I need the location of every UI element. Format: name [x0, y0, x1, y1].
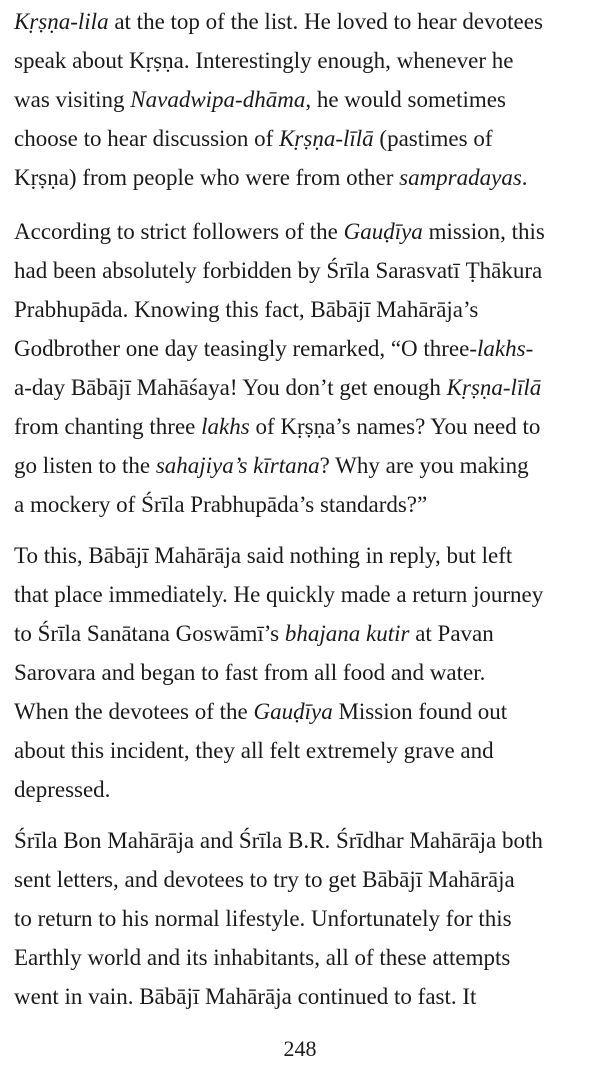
italic-term: sahajiya’s kīrtana: [155, 453, 320, 478]
page-number: 248: [283, 1036, 317, 1061]
text-line: [14, 127, 492, 150]
text-line: [14, 220, 545, 243]
text-run: Mission found out: [332, 699, 508, 724]
italic-term: lakhs-: [477, 336, 534, 361]
text-line: [14, 583, 543, 606]
italic-term: Kṛṣṇa-līlā: [446, 375, 542, 400]
text-run: at Pavan: [409, 621, 494, 646]
text-line: [14, 415, 540, 438]
text-run: According to strict followers of the: [14, 219, 344, 244]
text-run: ? Why are you making: [319, 453, 529, 478]
text-line: [14, 946, 510, 969]
text-run: speak about Kṛṣṇa. Interestingly enough, whenever he: [14, 48, 514, 73]
text-run: Sarovara and began to fast from all food and water.: [14, 660, 486, 685]
italic-term: bhajana kutir: [284, 621, 410, 646]
text-run: Kṛṣṇa) from people who were from other: [14, 165, 400, 190]
text-line: [14, 778, 110, 801]
italic-term: Navadwipa-dhāma: [130, 87, 306, 112]
text-run: about this incident, they all felt extremely grave and: [14, 738, 494, 763]
italic-term: sampradayas: [399, 165, 522, 190]
text-run: choose to hear discussion of: [14, 126, 280, 151]
text-run: mission, this: [422, 219, 545, 244]
text-run: from chanting three: [14, 414, 202, 439]
text-line: [14, 337, 533, 360]
text-run: had been absolutely forbidden by Śrīla Sarasvatī Ṭhākura: [14, 258, 543, 283]
text-run: Godbrother one day teasingly remarked, “O three-: [14, 336, 478, 361]
text-line: [14, 376, 541, 399]
text-run: to return to his normal lifestyle. Unfortunately for this: [14, 906, 512, 931]
text-run: that place immediately. He quickly made a return journey: [14, 582, 544, 607]
text-line: [14, 49, 513, 72]
text-line: [14, 298, 478, 321]
text-run: a mockery of Śrīla Prabhupāda’s standards?”: [14, 492, 428, 517]
text-line: [14, 739, 494, 762]
italic-term: Kṛṣṇa-līlā: [279, 126, 374, 151]
text-line: [14, 700, 507, 723]
text-line: [14, 622, 494, 645]
text-run: sent letters, and devotees to try to get Bābājī Mahārāja: [14, 867, 515, 892]
text-run: .: [521, 165, 528, 190]
text-run: to Śrīla Sanātana Goswāmī’s: [14, 621, 285, 646]
text-line: [14, 166, 528, 189]
text-run: Prabhupāda. Knowing this fact, Bābājī Mahārāja’s: [14, 297, 479, 322]
text-run: a-day Bābājī Mahāśaya! You don’t get enough: [14, 375, 447, 400]
text-line: [14, 985, 476, 1008]
text-run: of Kṛṣṇa’s names? You need to: [249, 414, 541, 439]
text-line: [14, 907, 512, 930]
text-line: [14, 868, 515, 891]
text-run: When the devotees of the: [14, 699, 254, 724]
italic-term: Gauḍīya: [343, 219, 423, 244]
text-run: To this, Bābājī Mahārāja said nothing in reply, but left: [14, 543, 513, 568]
text-line: [14, 454, 529, 477]
italic-term: lakhs: [201, 414, 250, 439]
text-line: [14, 10, 543, 33]
text-line: [14, 88, 506, 111]
text-line: [14, 493, 427, 516]
text-run: went in vain. Bābājī Mahārāja continued to fast. It: [14, 984, 477, 1009]
italic-term: Kṛṣṇa-lila: [14, 9, 109, 34]
text-run: Earthly world and its inhabitants, all of these attempts: [14, 945, 511, 970]
text-run: depressed.: [14, 777, 111, 802]
text-run: was visiting: [14, 87, 131, 112]
text-line: [14, 259, 542, 282]
text-run: Śrīla Bon Mahārāja and Śrīla B.R. Śrīdhar Mahārāja both: [14, 828, 543, 853]
text-line: [14, 661, 485, 684]
text-run: (pastimes of: [373, 126, 493, 151]
italic-term: Gauḍīya: [253, 699, 333, 724]
text-line: [14, 829, 543, 852]
text-line: [14, 544, 512, 567]
text-run: , he would sometimes: [305, 87, 506, 112]
text-run: at the top of the list. He loved to hear devotees: [108, 9, 543, 34]
text-run: go listen to the: [14, 453, 156, 478]
